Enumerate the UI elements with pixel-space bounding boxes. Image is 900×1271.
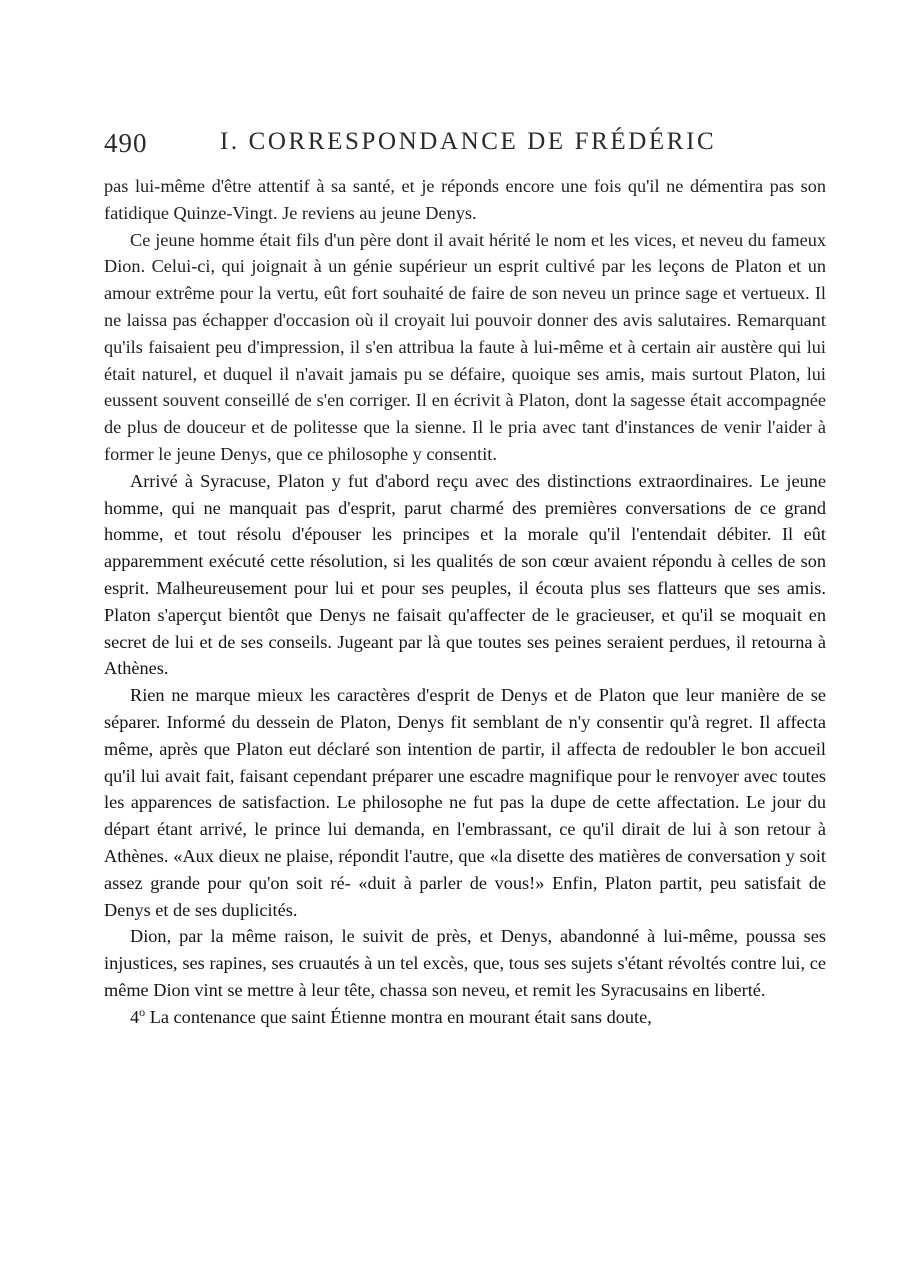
page-number: 490 <box>104 128 148 158</box>
item-number-superscript: o <box>139 1004 146 1019</box>
paragraph-dion: Dion, par la même raison, le suivit de près, et Denys, abandonné à lui-même, poussa ses injustices, ses rapines, ses cruautés à un tel excès, que, tous ses sujets s'étant révoltés contre lui, ce même Dion vint se mettre à leur tête, chassa son neveu, et remit les Syracusains en liberté. <box>104 926 826 1000</box>
item-number: 4 <box>130 1006 140 1027</box>
body-text <box>104 173 826 1031</box>
running-head <box>104 128 824 168</box>
paragraph-continuation: pas lui-même d'être attentif à sa santé, et je réponds encore une fois qu'il ne démentira pas son fatidique Quinze-Vingt. Je reviens au jeune Denys. <box>104 176 826 223</box>
paragraph-saint-etienne-text: La contenance que saint Étienne montra en mourant était sans doute, <box>145 1006 652 1027</box>
paragraph-separation: Rien ne marque mieux les caractères d'esprit de Denys et de Platon que leur manière de se séparer. Informé du dessein de Platon, Denys fit semblant de n'y consentir qu'à regret. Il affecta même, après que Platon eut déclaré son intention de partir, il affecta de redoubler le bon accueil qu'il lui avait fait, faisant cependant préparer une escadre magnifique pour le renvoyer avec toutes les apparences de satisfaction. Le philosophe ne fut pas la dupe de cette affectation. Le jour du départ étant arrivé, le prince lui demanda, en l'embrassant, ce qu'il dirait de lui à son retour à Athènes. «Aux dieux ne plaise, répondit l'autre, que «la disette des matières de conversation y soit assez grande pour qu'on soit ré- «duit à parler de vous!» Enfin, Platon partit, peu satisfait de Denys et de ses duplicités. <box>104 685 826 920</box>
running-title: I. CORRESPONDANCE DE FRÉDÉRIC <box>220 128 717 155</box>
paragraph-young-denys: Ce jeune homme était fils d'un père dont il avait hérité le nom et les vices, et neveu du fameux Dion. Celui-ci, qui joignait à un génie supérieur un esprit cultivé par les leçons de Platon et un amour extrême pour la vertu, eût fort souhaité de faire de son neveu un prince sage et vertueux. Il ne laissa pas échapper d'occasion où il croyait lui pouvoir donner des avis salutaires. Remarquant qu'ils faisaient peu d'impression, il s'en attribua la faute à lui-même et à certain air austère qui lui était naturel, et duquel il n'avait jamais pu se défaire, quoique ses amis, mais surtout Platon, lui eussent souvent conseillé de s'en corriger. Il en écrivit à Platon, dont la sagesse était accompagnée de plus de douceur et de politesse que la sienne. Il le pria avec tant d'instances de venir l'aider à former le jeune Denys, que ce philosophe y consentit. <box>104 229 826 464</box>
paragraph-plato-arrival: Arrivé à Syracuse, Platon y fut d'abord reçu avec des distinctions extraordinaires. Le jeune homme, qui ne manquait pas d'esprit, parut charmé des premières conversations de ce grand homme, et tout résolu d'épouser les principes et la morale qu'il l'entendait débiter. Il eût apparemment exécuté cette résolution, si les qualités de son cœur avaient répondu à celles de son esprit. Malheureusement pour lui et pour ses peuples, il écouta plus ses flatteurs que ses amis. Platon s'aperçut bientôt que Denys ne faisait qu'affecter de le gracieuser, et qu'il se moquait en secret de lui et de ses conseils. Jugeant par là que toutes ses peines seraient perdues, il retourna à Athènes. <box>104 470 826 679</box>
paragraph-saint-etienne <box>104 1004 826 1031</box>
